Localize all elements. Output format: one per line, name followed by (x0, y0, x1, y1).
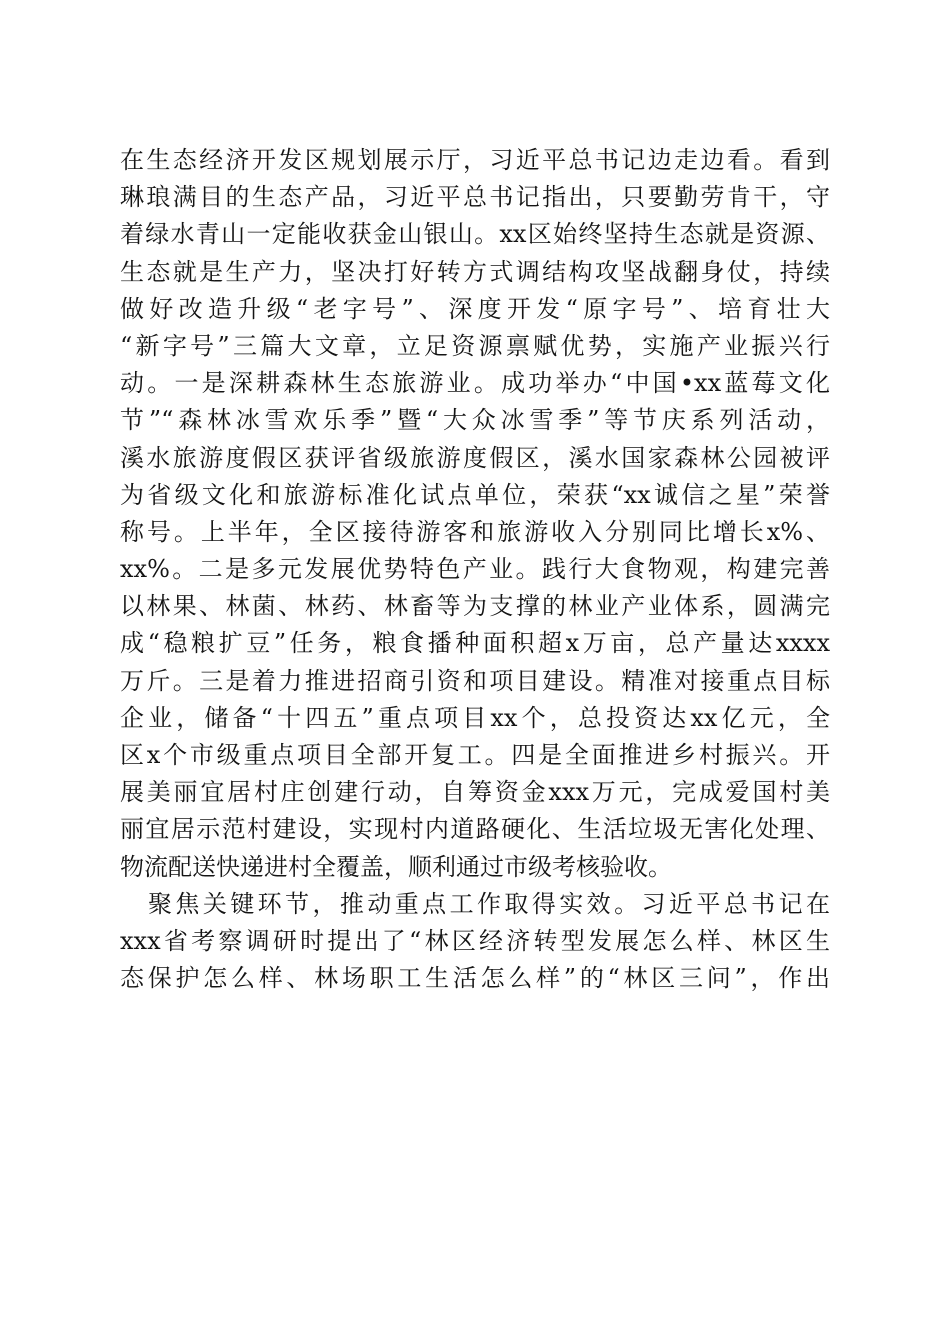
paragraph-line: 溪水旅游度假区获评省级旅游度假区，溪水国家森林公园被评 (120, 443, 830, 472)
paragraph-line: 成“稳粮扩豆”任务，粮食播种面积超x万亩，总产量达xxxx (120, 629, 830, 658)
paragraph-line: 展美丽宜居村庄创建行动，自筹资金xxx万元，完成爱国村美 (120, 778, 830, 807)
paragraph-line: “新字号”三篇大文章，立足资源禀赋优势，实施产业振兴行 (120, 331, 830, 360)
paragraph-line: 生态就是生产力，坚决打好转方式调结构攻坚战翻身仗，持续 (120, 257, 830, 286)
document-body (120, 142, 830, 997)
paragraph-line: 丽宜居示范村建设，实现村内道路硬化、生活垃圾无害化处理、 (120, 815, 830, 844)
paragraph-line: 做好改造升级“老字号”、深度开发“原字号”、培育壮大 (120, 294, 830, 323)
paragraph-line: 着绿水青山一定能收获金山银山。xx区始终坚持生态就是资源、 (120, 220, 830, 249)
paragraph-line: 聚焦关键环节，推动重点工作取得实效。习近平总书记在 (148, 889, 830, 918)
paragraph-line: xx%。二是多元发展优势特色产业。践行大食物观，构建完善 (120, 555, 830, 584)
paragraph-line: 节”“森林冰雪欢乐季”暨“大众冰雪季”等节庆系列活动， (120, 406, 830, 435)
paragraph-line: 区x个市级重点项目全部开复工。四是全面推进乡村振兴。开 (120, 741, 830, 769)
paragraph-line: 企业，储备“十四五”重点项目xx个，总投资达xx亿元，全 (120, 703, 830, 732)
paragraph-line: 动。一是深耕森林生态旅游业。成功举办“中国•xx蓝莓文化 (120, 369, 830, 398)
paragraph-line: xxx省考察调研时提出了“林区经济转型发展怎么样、林区生 (120, 926, 830, 955)
paragraph-line: 物流配送快递进村全覆盖，顺利通过市级考核验收。 (120, 852, 672, 881)
paragraph-line: 琳琅满目的生态产品，习近平总书记指出，只要勤劳肯干，守 (120, 183, 830, 212)
paragraph-line: 态保护怎么样、林场职工生活怎么样”的“林区三问”，作出 (120, 964, 830, 993)
paragraph-2 (120, 886, 830, 998)
paragraph-line: 以林果、林菌、林药、林畜等为支撑的林业产业体系，圆满完 (120, 592, 830, 621)
paragraph-line: 称号。上半年，全区接待游客和旅游收入分别同比增长x%、 (120, 517, 830, 546)
paragraph-1 (120, 142, 830, 886)
paragraph-line: 万斤。三是着力推进招商引资和项目建设。精准对接重点目标 (120, 666, 830, 695)
paragraph-line: 在生态经济开发区规划展示厅，习近平总书记边走边看。看到 (120, 146, 830, 174)
paragraph-line: 为省级文化和旅游标准化试点单位，荣获“xx诚信之星”荣誉 (120, 480, 830, 509)
